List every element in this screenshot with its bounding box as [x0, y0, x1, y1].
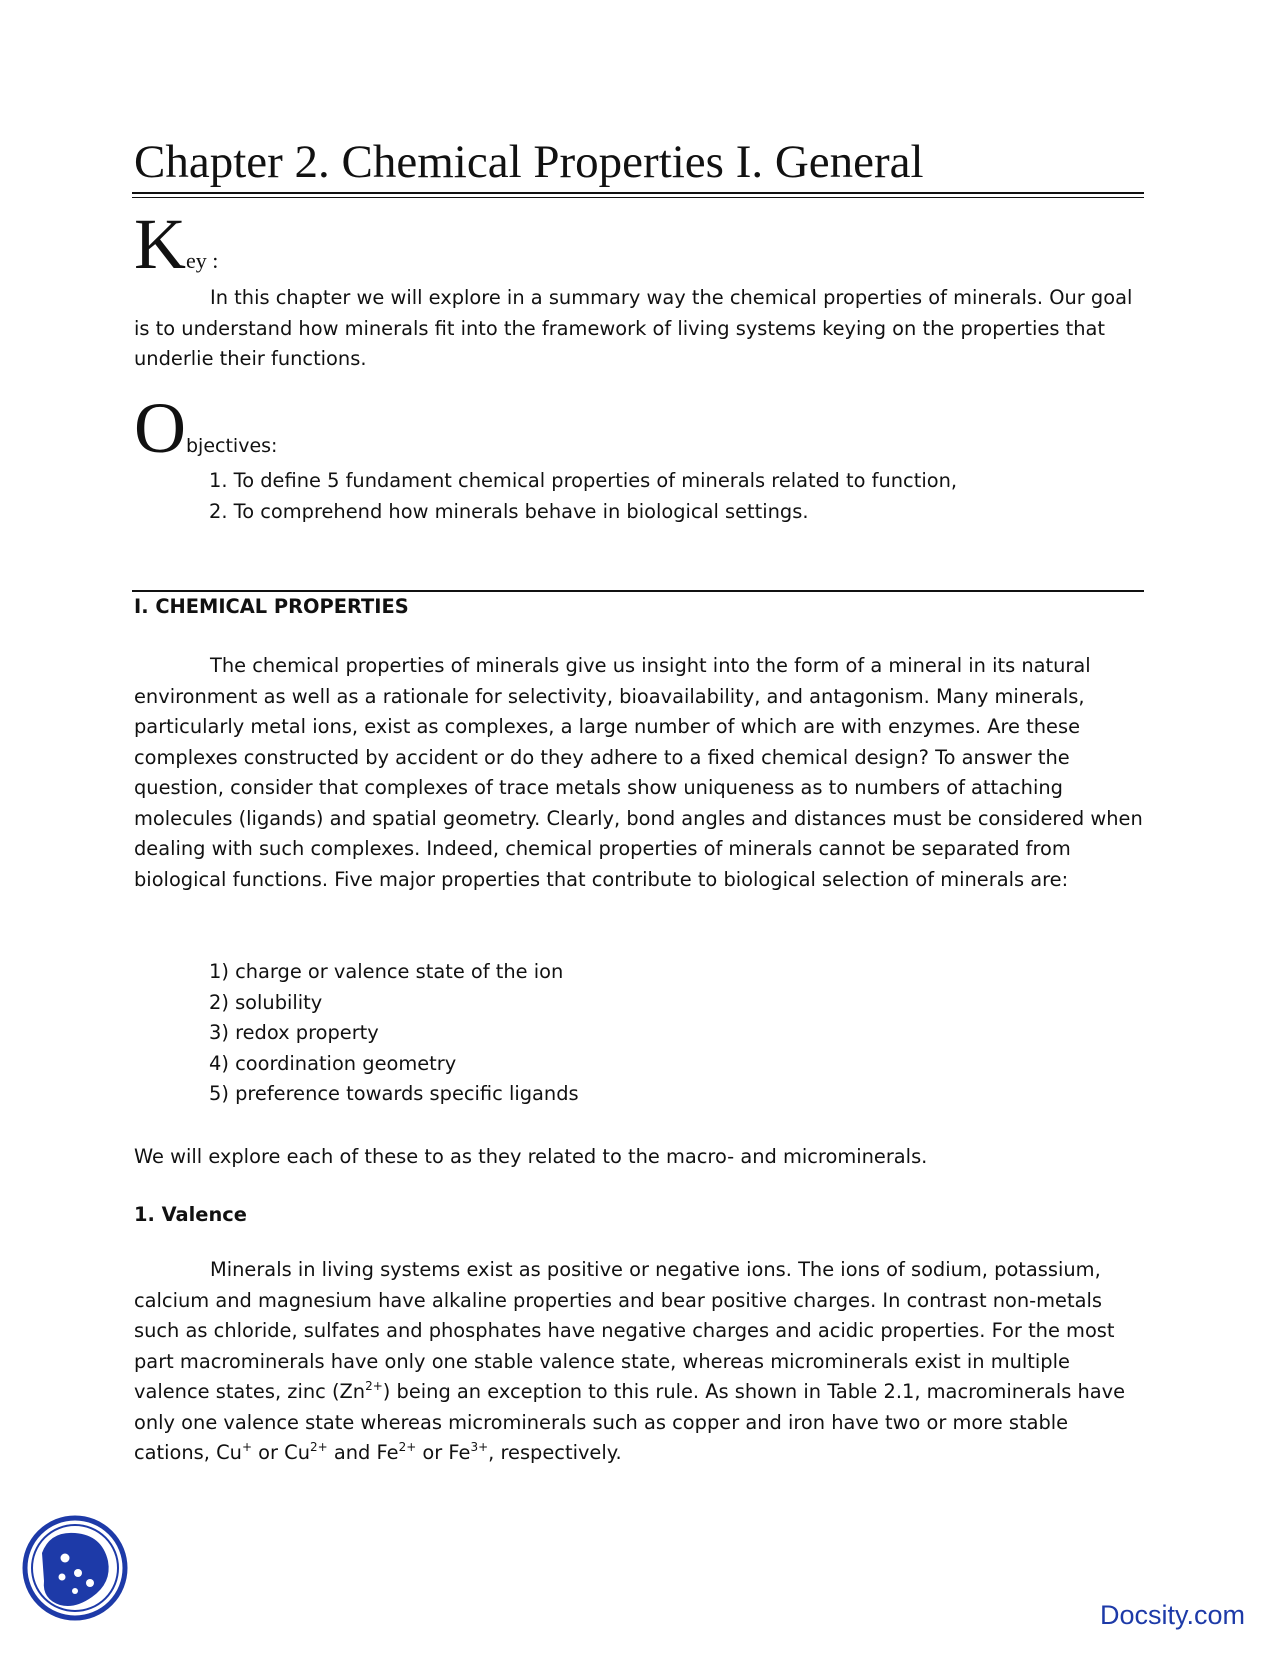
closing-sentence: We will explore each of these to as they related to the macro- and microminerals. [134, 1145, 928, 1168]
key-paragraph: In this chapter we will explore in a summary way the chemical properties of minerals. Our goal is to understand how minerals fit into the framework of living systems keying on the properties that underlie their functions. [134, 286, 1133, 370]
key-dropcap: K [134, 204, 186, 284]
properties-list [209, 957, 579, 1110]
objective-item: 1. To define 5 fundament chemical properties of minerals related to function, [209, 469, 958, 492]
objectives-heading [134, 388, 278, 468]
title-double-rule [132, 192, 1144, 198]
property-item: 4) coordination geometry [209, 1051, 457, 1075]
chapter-title: Chapter 2. Chemical Properties I. General [134, 136, 924, 188]
section-heading: I. CHEMICAL PROPERTIES [134, 595, 409, 618]
property-item: 5) preference towards specific ligands [209, 1082, 579, 1105]
valence-heading: 1. Valence [134, 1203, 247, 1226]
objectives-list [209, 466, 957, 527]
docsity-logo-icon[interactable] [20, 1513, 130, 1623]
docsity-brand-link[interactable]: Docsity.com [1100, 1600, 1246, 1630]
property-item: 2) solubility [209, 990, 323, 1014]
valence-paragraph: Minerals in living systems exist as positive or negative ions. The ions of sodium, potassium, calcium and magnesium have alkaline properties and bear positive charges. In contrast non-metals such as chloride, sulfates and phosphates have negative charges and acidic properties. For the most part macrominerals have only one stable valence state, whereas microminerals exist in multiple valence states, zinc $(Zn^{2+})$ being an exception to this rule. As shown in Table 2.1, macrominerals have only one valence state whereas microminerals such as copper and iron have two or more stable cations, Cu+ or $Cu^{2+}$ and $Fe^{2+}$ or $Fe^{3+}$, respectively. [134, 1258, 1126, 1464]
key-heading-rest: ey : [186, 248, 219, 273]
objectives-dropcap: O [134, 388, 186, 468]
property-item: 1) charge or valence state of the ion [209, 960, 564, 983]
key-heading [134, 204, 219, 284]
objective-item: 2. To comprehend how minerals behave in biological settings. [209, 499, 809, 523]
section-paragraph: The chemical properties of minerals give us insight into the form of a mineral in its natural environment as well as a rationale for selectivity, bioavailability, and antagonism. Many minerals, particularly metal ions, exist as complexes, a large number of which are with enzymes. Are these complexes constructed by accident or do they adhere to a fixed chemical design? To answer the question, consider that complexes of trace metals show uniqueness as to numbers of attaching molecules (ligands) and spatial geometry. Clearly, bond angles and distances must be considered when dealing with such complexes. Indeed, chemical properties of minerals cannot be separated from biological functions. Five major properties that contribute to biological selection of minerals are: [134, 654, 1143, 891]
property-item: 3) redox property [209, 1021, 379, 1044]
objectives-heading-rest: bjectives: [186, 435, 278, 457]
